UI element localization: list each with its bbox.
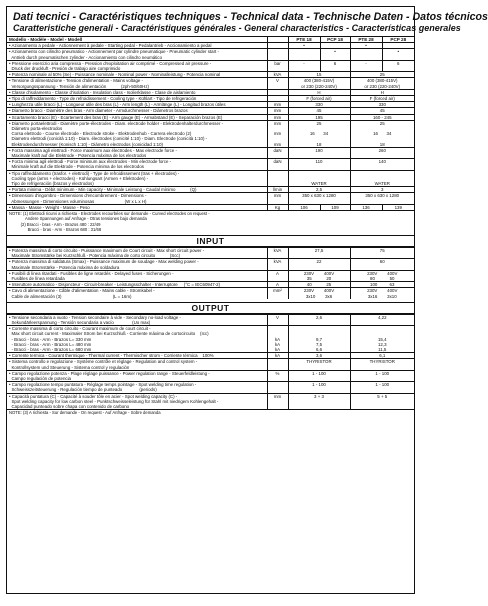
input_rows-value-18: 22 bbox=[288, 259, 350, 270]
output_rows-value-18: 1 - 100 bbox=[288, 370, 350, 381]
output_rows-row bbox=[7, 359, 414, 370]
spec-value-pte28-pcp28: 260 bbox=[350, 147, 414, 158]
spec-label: • Dimensioni d'ingombro - Dimensions d'encombrement - Dimensions - Abmessungen - Dimensiones voluminosas (W x L x H) bbox=[7, 193, 267, 204]
input_rows-value-18: 230V 400V 35 20 bbox=[288, 270, 350, 281]
title-line-2: Caratteristiche generali - Caractéristiques générales - General characteristics - Características generales bbox=[13, 23, 461, 33]
spec-value-pte28-pcp28: F (forced air) bbox=[350, 96, 414, 102]
input_rows-row bbox=[7, 259, 414, 270]
output_rows-unit: V bbox=[267, 314, 288, 325]
output-table bbox=[7, 314, 414, 416]
spec-value: • bbox=[382, 49, 414, 60]
spec-value: 6 bbox=[320, 60, 350, 71]
spec-value: • bbox=[288, 43, 320, 49]
spec-unit: l/min bbox=[267, 187, 288, 193]
output_rows-unit bbox=[267, 359, 288, 370]
spec-value bbox=[350, 49, 382, 60]
input_rows-value-18: 230V 400V 3x10 3x6 bbox=[288, 288, 350, 299]
spec-value-pte18-pcp18: 2,5 bbox=[288, 187, 350, 193]
output_rows-row bbox=[7, 326, 414, 353]
spec-unit: mm mm mm bbox=[267, 120, 288, 147]
spec-value-pte18-pcp18: H bbox=[288, 89, 350, 95]
spec-value-pte28-pcp28: 140 bbox=[350, 159, 414, 170]
spec-value-pte28-pcp28: 330 bbox=[350, 102, 414, 108]
spec-label: • Scartamento bracci (E) - Ecartement des bras (E) - Arm gauge (E) - Armabstand (E) - Separación brazos (E) bbox=[7, 114, 267, 120]
spec-value-pte28-pcp28: 25 16 34 18 bbox=[350, 120, 414, 147]
input_rows-unit: kVA bbox=[267, 259, 288, 270]
input_rows-value-28: 60 bbox=[350, 259, 414, 270]
spec-value-pte18-pcp18: F (forced air) bbox=[288, 96, 350, 102]
output_rows-row bbox=[7, 382, 414, 393]
spec-row bbox=[7, 78, 414, 89]
input_rows-unit: A bbox=[267, 282, 288, 288]
input_rows-label: • Cavo di alimentazione - Câble d'alimentation - Mains cable - Stromkabel - Cable de alimentación (3) (L = 16m) bbox=[7, 288, 267, 299]
spec-unit: mm bbox=[267, 108, 288, 114]
spec-label: • Diametro bracci - Diamètre des bras - Arm diameter - Armdurchmesser - Diámetros brazos bbox=[7, 108, 267, 114]
spec-unit: daN bbox=[267, 159, 288, 170]
spec-value: • bbox=[320, 49, 350, 60]
spec-label: • Tipo raffreddamento (trasfor. + elettrodi) - Type de refroidissement (tras + électrodes) - Cooling type (arms + electrodes) - Kühlungsart (Armen + Elektroden) - Tipo de refrigeración (brazos y electrodos) bbox=[7, 170, 267, 187]
spec-value-pte18-pcp18: 400 (380-415V) or 230 (220-240V) bbox=[288, 78, 350, 89]
spec-unit: mm bbox=[267, 193, 288, 204]
spec-label: • Massa - Masse - Weight - Masse - Peso bbox=[7, 204, 267, 210]
spec-value-pte28-pcp28: WATER bbox=[350, 170, 414, 187]
spec-unit: daN bbox=[267, 147, 288, 158]
output_rows-value-18: THYRISTOR bbox=[288, 359, 350, 370]
input_rows-value-28: 230V 400V 3x16 3x10 bbox=[350, 288, 414, 299]
spec-value-pte28-pcp28: 45 bbox=[350, 108, 414, 114]
output_rows-label: • Corrente termica - Courant thermique - Thermal current - Thermischer strom - Corriente térmica 100% bbox=[7, 353, 267, 359]
output_rows-value-18: 3,6 bbox=[288, 353, 350, 359]
title-line-1: Dati tecnici - Caractéristiques techniques - Technical data - Technische Daten - Datos técnicos bbox=[13, 11, 488, 23]
model-name: PCP 28 bbox=[382, 37, 414, 43]
spec-row bbox=[7, 147, 414, 158]
input_rows-label: • Fusibili di linea ritardati - Fusibles de ligne retardés - Delayed fuses - Sicherungen - Fusibles de línea retardada bbox=[7, 270, 267, 281]
spec-label: • Tensione di alimentazione - Tension d'alimentation - Mains voltage - Versorgungsspannung - Tensión de alimentación (2ph-50/60Hz) bbox=[7, 78, 267, 89]
spec-label: • Diametro portaelettrodi - Diamètre porte-électrodes - Diam. electrode holder - Elektrodenhalterdurchmesser - Diámetro porta-electrodos Corsa elettrodo - Course électrode - Electrode stroke - Elektrodenhub - Carrera electrodo (2) Diametro elettrodi (conicità 1:10) - Diam. électrodes (conicité 1:10) - Diam. Electrode (conicità 1:10) - Elektrodendurchmesser (Konisch 1:10) - Diámetro electrodos (conicidad 1:10) bbox=[7, 120, 267, 147]
input-section-title: INPUT bbox=[7, 235, 414, 247]
output_rows-value-28: 6,1 bbox=[350, 353, 414, 359]
notes-general: NOTE: (1) Elettrodi ricurvi a richiesta - Electrodes recourbées sur demande - Curved electrodes on request - Andere Spannungen auf Anfrage - Otras tensiones bajo demanda (2) Bracci - bras - Arm - Brazos 480 : 22/49 Bracci - bras - Arm - Brazos 680 : 31/68 bbox=[7, 211, 414, 232]
output_rows-unit: mm bbox=[267, 393, 288, 410]
spec-value-pte18-pcp18: 110 bbox=[288, 159, 350, 170]
output_rows-value-18: 9,7 7,5 6,6 bbox=[288, 326, 350, 353]
spec-label: • Potenza nominale al 50% (Se) - Puissance nominale - Nominal power - Nominalleistung - Potencia nominal bbox=[7, 72, 267, 78]
spec-value-pte18-pcp18: 190 bbox=[288, 147, 350, 158]
spec-label: • Tipo di raffreddamento - Type de refroidissement - Cooling type - Kühlart - Tipo de refrigeración bbox=[7, 96, 267, 102]
output_rows-label: • Campo regolazione tempo puntatura - Réglage temps pointage - Spot welding time regulation - Schweisszeitsteuerung - Regulación tiempo de punteado (periods) bbox=[7, 382, 267, 393]
spec-value-pte18-pcp18: 45 bbox=[288, 108, 350, 114]
output_rows-label: • Tensione secondaria a vuoto - Tension secondaire à vide - Secondary no-load voltage - Sekundärleerspannung - Tensión secundaria a vacío (Uo max) bbox=[7, 314, 267, 325]
output_rows-unit: kA bbox=[267, 353, 288, 359]
output_rows-value-18: 1 - 100 bbox=[288, 382, 350, 393]
spec-unit: mm bbox=[267, 114, 288, 120]
spec-row bbox=[7, 159, 414, 170]
spec-value-pte28-pcp28: 3 bbox=[350, 187, 414, 193]
spec-row bbox=[7, 60, 414, 71]
output_rows-row bbox=[7, 393, 414, 410]
input_rows-value-28: 75 bbox=[350, 247, 414, 258]
spec-value: 6 bbox=[382, 60, 414, 71]
spec-value-pte28-pcp28: 25 bbox=[350, 72, 414, 78]
spec-unit: V bbox=[267, 78, 288, 89]
spec-value: 139 bbox=[382, 204, 414, 210]
spec-value-pte18-pcp18: WATER bbox=[288, 170, 350, 187]
spec-label: • Portata minima - Débit minimum - Min capacity - Minimale Leistung - Caudal mínimo (Q) bbox=[7, 187, 267, 193]
output_rows-label: • Corrente massima di corto circuito - Courant maximum de court circuit - Max short circuit current - Maximaler Strom bei Kurzschluß - Corriente máxima de cortocircuito (Icc) - Bracci - bras - Arm - Brazos L= 330 mm - Bracci - bras - Arm - Brazos L= 480 mm - Bracci - bras - Arm - Brazos L= 680 mm bbox=[7, 326, 267, 353]
input_rows-label: • Potenza massima di corto circuito - Puissance maximum de Court circuit - Max short circuit power - Maximale Stromstärke bei Kurzschluß - Potencia máxima de corto circuito (Scc) bbox=[7, 247, 267, 258]
spec-value-pte28-pcp28: H bbox=[350, 89, 414, 95]
output_rows-value-28: 1 - 100 bbox=[350, 370, 414, 381]
output_rows-unit bbox=[267, 382, 288, 393]
output_rows-value-28: 5 + 5 bbox=[350, 393, 414, 410]
model-name: PTE 18 bbox=[288, 37, 320, 43]
spec-value: • bbox=[350, 43, 382, 49]
output_rows-unit: kA kA kA bbox=[267, 326, 288, 353]
spec-value-pte18-pcp18: 330 bbox=[288, 102, 350, 108]
spec-label: • Lunghezza utile bracci (L) - Longueur utile des bras (L) - Arm length (L) - Armlänge (L) - Longitud brazos útiles bbox=[7, 102, 267, 108]
spec-label: • Forza massima agli elettrodi - Force maximum aux électrodes - Max electrode force - Maximale kraft auf die Elektrode - Potencia máxima de los electrodos bbox=[7, 147, 267, 158]
output_rows-label: • Capacità puntatura (C) - Capacité à souder tôle en acier - Spot welding capacity (C) - Spot welding capacity for low carbon steel - Punktschweisseleistung für Stahl mit niedrigem Kohlengehalt - Capacidad punteado sobre chapa con contenido de carbono bbox=[7, 393, 267, 410]
spec-value bbox=[288, 49, 320, 60]
output_rows-label: • Campo regolazione potenza - Plage réglage puissance - Power regulation range - Steuerfeldleistung - Campo regulación de potencia bbox=[7, 370, 267, 381]
output_rows-value-28: THYRISTOR bbox=[350, 359, 414, 370]
model-name: PCP 18 bbox=[320, 37, 350, 43]
output-notes-row bbox=[7, 410, 414, 416]
spec-label: • Azionamento con cilindro pneumatico - Actionnement par cylindre pneumatique - Pneumatic cylinder start - Antrieb durch pneumatischen zylinder - Accionamiento con cilindro neumático bbox=[7, 49, 267, 60]
output_rows-value-18: 3 + 3 bbox=[288, 393, 350, 410]
input_rows-row bbox=[7, 288, 414, 299]
spec-unit: mm bbox=[267, 102, 288, 108]
input_rows-value-18: 40 25 bbox=[288, 282, 350, 288]
spec-unit: bar bbox=[267, 60, 288, 71]
output_rows-value-28: 1 - 100 bbox=[350, 382, 414, 393]
spec-row bbox=[7, 120, 414, 147]
input_rows-label: • Interuttore automatico - Disjoncteur - Circuit-breaker - Leistungsschalter - Interruptore (°C = IEC60947-2) bbox=[7, 282, 267, 288]
title-block bbox=[7, 7, 488, 36]
spec-unit: kVA bbox=[267, 72, 288, 78]
spec-value-pte28-pcp28: 350 x 630 x 1280 bbox=[350, 193, 414, 204]
input_rows-row bbox=[7, 247, 414, 258]
output_rows-label: • Sistema controllo e regolazione - Système contrôle et réglage - Regulation and control system - Kontrollsystem und Steuerung - Sistema control y regulación bbox=[7, 359, 267, 370]
spec-row bbox=[7, 170, 414, 187]
input_rows-label: • Potenza massima di saldatura (Smax) - Puissance maximum de soudage - Max welding power - Maximale Stromstärke - Potencia máxima de soldadura bbox=[7, 259, 267, 270]
spec-unit: Kg bbox=[267, 204, 288, 210]
spec-label: • Forza minima agli elettrodi - Force minimum aux électrodes - Min electrode force - Minimale kraft auf die Elektrode - Potencia mínima de los electrodos bbox=[7, 159, 267, 170]
output_rows-value-28: 15,4 12,3 11,5 bbox=[350, 326, 414, 353]
spec-value-pte18-pcp18: 25 16 34 18 bbox=[288, 120, 350, 147]
notes-row bbox=[7, 211, 414, 232]
spec-value: 106 bbox=[288, 204, 320, 210]
spec-label: • Pressione esercizio aria compressa - Pression d'exploitation air comprimé - Compressed air pressure - Druck der druckluft - Presión de trabajo aire comprimido bbox=[7, 60, 267, 71]
datasheet bbox=[6, 6, 488, 594]
spec-unit bbox=[267, 170, 288, 187]
spec-value-pte18-pcp18: 195 bbox=[288, 114, 350, 120]
output_rows-unit: % bbox=[267, 370, 288, 381]
spec-value-pte28-pcp28: 160 - 245 bbox=[350, 114, 414, 120]
notes-output: NOTE: (3) A richiesta - Sur demande - On request - Auf Anfrage - Sobre demanda bbox=[7, 410, 414, 416]
output_rows-row bbox=[7, 314, 414, 325]
input_rows-unit: A bbox=[267, 270, 288, 281]
input-table bbox=[7, 247, 414, 299]
spec-unit bbox=[267, 49, 288, 60]
input_rows-value-18: 27,5 bbox=[288, 247, 350, 258]
spec-value-pte28-pcp28: 400 (380-415V) or 230 (220-240V) bbox=[350, 78, 414, 89]
model-name: PTE 28 bbox=[350, 37, 382, 43]
spec-value: - bbox=[288, 60, 320, 71]
spec-value-pte18-pcp18: 15 bbox=[288, 72, 350, 78]
output-section-title: OUTPUT bbox=[7, 302, 414, 314]
input_rows-value-28: 230V 400V 80 50 bbox=[350, 270, 414, 281]
spec-row bbox=[7, 49, 414, 60]
input_rows-row bbox=[7, 270, 414, 281]
spec-value: - bbox=[350, 60, 382, 71]
spec-value-pte18-pcp18: 350 x 630 x 1280 bbox=[288, 193, 350, 204]
input_rows-value-28: 100 63 bbox=[350, 282, 414, 288]
output_rows-value-28: 4,22 bbox=[350, 314, 414, 325]
input_rows-unit: kVA bbox=[267, 247, 288, 258]
spec-label: • Classe d'isolamento - Classe d'isolation - Insulation class - Isolierklasse - Clase de aislamiento bbox=[7, 89, 267, 95]
input_rows-unit: mm² bbox=[267, 288, 288, 299]
models-label: Modello - Modèle - Model - Modell bbox=[7, 37, 267, 43]
spec-row bbox=[7, 193, 414, 204]
spec-value: 136 bbox=[350, 204, 382, 210]
output_rows-value-18: 2,6 bbox=[288, 314, 350, 325]
general-table bbox=[7, 36, 414, 232]
output_rows-row bbox=[7, 370, 414, 381]
spec-value: 109 bbox=[320, 204, 350, 210]
spec-label: • Azionamento a pedale - Actionnement à pedale - Starting pedal - Pedalantrieb - Accionamiento a pedal bbox=[7, 43, 267, 49]
